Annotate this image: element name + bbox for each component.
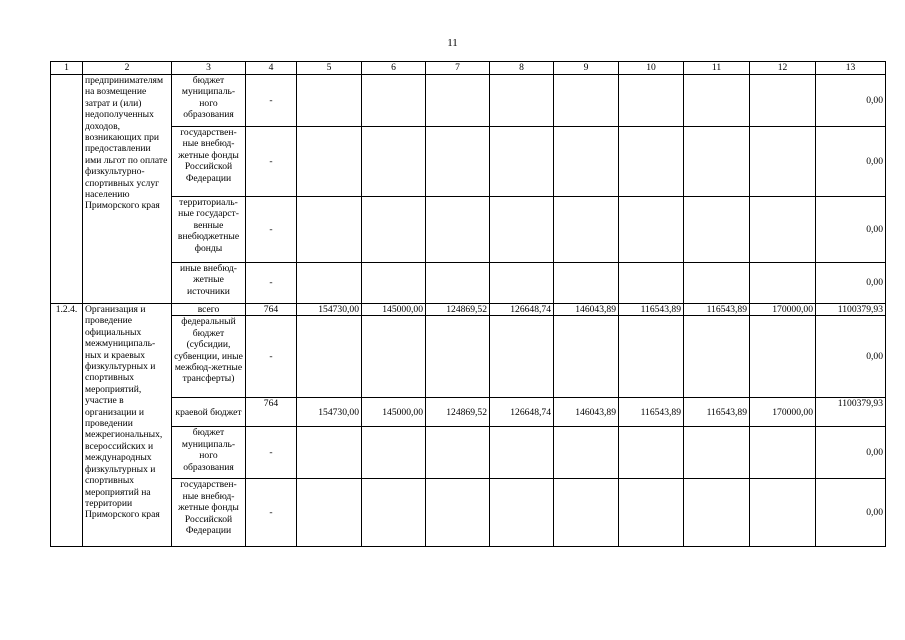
funding-source: федеральный бюджет (субсидии, субвенции, иные межбюд-жетные трансферты) — [172, 316, 246, 398]
year-value — [426, 197, 490, 263]
header-cell: 1 — [51, 62, 83, 75]
activity-name: Организация и проведение официальных межмуниципаль-ных и краевых физкультурных и спортивных мероприятий, участие в организации и проведении межрегиональных, всероссийских и международных физкультурных и спортивных мероприятий на территории Приморского края — [83, 304, 172, 547]
year-value — [554, 75, 619, 127]
table-row — [51, 304, 886, 316]
budget-code: 764 — [246, 398, 297, 427]
header-cell: 3 — [172, 62, 246, 75]
year-value — [750, 427, 816, 479]
year-value — [619, 316, 684, 398]
year-value — [297, 75, 362, 127]
budget-code: - — [246, 316, 297, 398]
year-value — [297, 479, 362, 547]
budget-code: - — [246, 75, 297, 127]
year-value — [684, 75, 750, 127]
year-value — [490, 427, 554, 479]
year-value: 145000,00 — [362, 304, 426, 316]
total-value: 0,00 — [816, 75, 886, 127]
year-value — [684, 316, 750, 398]
year-value — [750, 75, 816, 127]
header-cell: 10 — [619, 62, 684, 75]
table-row — [51, 127, 886, 197]
budget-code: - — [246, 127, 297, 197]
year-value: 116543,89 — [619, 398, 684, 427]
year-value — [619, 263, 684, 304]
funding-source: государствен-ные внебюд-жетные фонды Российской Федерации — [172, 127, 246, 197]
year-value — [619, 479, 684, 547]
funding-source: краевой бюджет — [172, 398, 246, 427]
year-value: 145000,00 — [362, 398, 426, 427]
year-value — [684, 479, 750, 547]
year-value: 126648,74 — [490, 304, 554, 316]
year-value: 170000,00 — [750, 304, 816, 316]
year-value: 146043,89 — [554, 304, 619, 316]
year-value — [426, 127, 490, 197]
funding-source: всего — [172, 304, 246, 316]
year-value — [297, 316, 362, 398]
year-value — [490, 197, 554, 263]
year-value: 124869,52 — [426, 398, 490, 427]
table-row — [51, 263, 886, 304]
year-value: 116543,89 — [684, 304, 750, 316]
year-value — [426, 263, 490, 304]
year-value — [684, 197, 750, 263]
header-cell: 2 — [83, 62, 172, 75]
year-value: 116543,89 — [619, 304, 684, 316]
year-value — [750, 127, 816, 197]
year-value — [490, 127, 554, 197]
year-value — [619, 75, 684, 127]
year-value — [750, 263, 816, 304]
header-cell: 5 — [297, 62, 362, 75]
year-value — [297, 263, 362, 304]
year-value — [554, 427, 619, 479]
funding-source: иные внебюд-жетные источники — [172, 263, 246, 304]
row-number — [51, 75, 83, 304]
year-value — [750, 479, 816, 547]
year-value — [490, 316, 554, 398]
year-value — [750, 316, 816, 398]
activity-name: предпринимателям на возмещение затрат и (или) недополученных доходов, возникающих при предоставлении ими льгот по оплате физкультурно-спортивных услуг населению Приморского края — [83, 75, 172, 304]
year-value — [490, 75, 554, 127]
year-value — [619, 427, 684, 479]
total-value: 0,00 — [816, 127, 886, 197]
total-value: 0,00 — [816, 316, 886, 398]
year-value — [684, 427, 750, 479]
budget-code: - — [246, 263, 297, 304]
header-cell: 8 — [490, 62, 554, 75]
header-cell: 4 — [246, 62, 297, 75]
year-value — [426, 316, 490, 398]
year-value — [297, 427, 362, 479]
year-value — [619, 197, 684, 263]
total-value: 1100379,93 — [816, 304, 886, 316]
year-value — [554, 127, 619, 197]
year-value — [554, 316, 619, 398]
funding-source: бюджет муниципаль-ного образования — [172, 75, 246, 127]
year-value — [297, 127, 362, 197]
year-value: 154730,00 — [297, 304, 362, 316]
year-value — [426, 75, 490, 127]
year-value — [619, 127, 684, 197]
budget-code: - — [246, 479, 297, 547]
total-value: 0,00 — [816, 479, 886, 547]
table-row — [51, 398, 886, 427]
year-value — [362, 263, 426, 304]
year-value — [490, 263, 554, 304]
year-value — [362, 427, 426, 479]
year-value — [426, 427, 490, 479]
table-row — [51, 316, 886, 398]
header-cell: 9 — [554, 62, 619, 75]
year-value — [490, 479, 554, 547]
header-cell: 11 — [684, 62, 750, 75]
table-row — [51, 75, 886, 127]
year-value — [684, 127, 750, 197]
year-value: 116543,89 — [684, 398, 750, 427]
budget-table — [50, 61, 886, 547]
year-value — [362, 479, 426, 547]
budget-code: 764 — [246, 304, 297, 316]
header-cell: 6 — [362, 62, 426, 75]
year-value: 126648,74 — [490, 398, 554, 427]
year-value — [362, 75, 426, 127]
year-value — [362, 197, 426, 263]
year-value — [426, 479, 490, 547]
funding-source: бюджет муниципаль-ного образования — [172, 427, 246, 479]
year-value — [554, 479, 619, 547]
table-row — [51, 197, 886, 263]
table-row — [51, 427, 886, 479]
header-cell: 12 — [750, 62, 816, 75]
funding-source: государствен-ные внебюд-жетные фонды Российской Федерации — [172, 479, 246, 547]
year-value — [554, 263, 619, 304]
table-row — [51, 479, 886, 547]
header-cell: 13 — [816, 62, 886, 75]
header-row — [51, 62, 886, 75]
year-value — [554, 197, 619, 263]
funding-source: территориаль-ные государст-венные внебюджетные фонды — [172, 197, 246, 263]
total-value: 0,00 — [816, 197, 886, 263]
year-value — [362, 316, 426, 398]
header-cell: 7 — [426, 62, 490, 75]
year-value: 146043,89 — [554, 398, 619, 427]
year-value — [684, 263, 750, 304]
row-number: 1.2.4. — [51, 304, 83, 547]
page-number: 11 — [447, 37, 458, 49]
year-value: 170000,00 — [750, 398, 816, 427]
year-value — [750, 197, 816, 263]
total-value: 0,00 — [816, 427, 886, 479]
year-value — [297, 197, 362, 263]
budget-code: - — [246, 427, 297, 479]
total-value: 0,00 — [816, 263, 886, 304]
year-value: 124869,52 — [426, 304, 490, 316]
year-value: 154730,00 — [297, 398, 362, 427]
total-value: 1100379,93 — [816, 398, 886, 427]
year-value — [362, 127, 426, 197]
budget-code: - — [246, 197, 297, 263]
